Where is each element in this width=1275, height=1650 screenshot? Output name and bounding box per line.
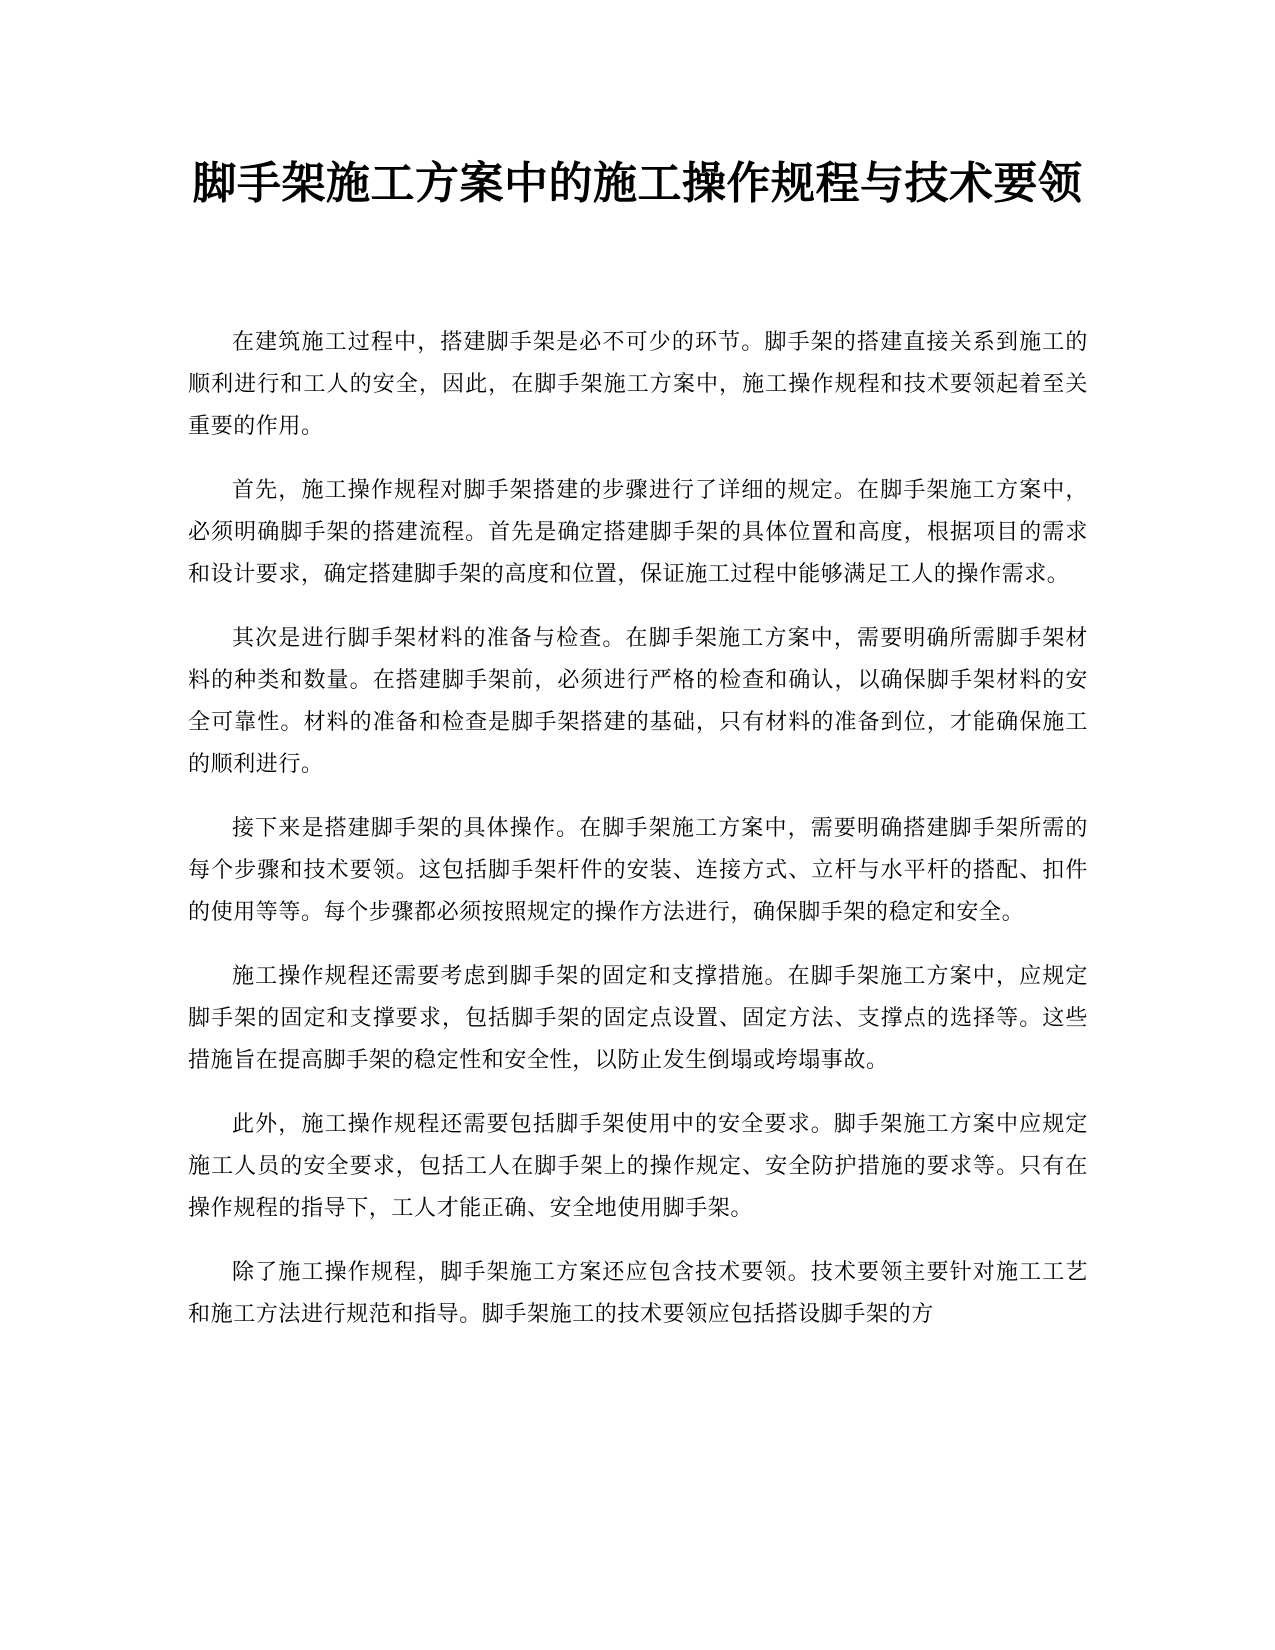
paragraph-6: 此外，施工操作规程还需要包括脚手架使用中的安全要求。脚手架施工方案中应规定施工人员的安全要求，包括工人在脚手架上的操作规定、安全防护措施的要求等。只有在操作规程的指导下，工人才能正确、安全地使用脚手架。 [188,1112,1088,1221]
paragraph-2: 首先，施工操作规程对脚手架搭建的步骤进行了详细的规定。在脚手架施工方案中，必须明确脚手架的搭建流程。首先是确定搭建脚手架的具体位置和高度，根据项目的需求和设计要求，确定搭建脚手架的高度和位置，保证施工过程中能够满足工人的操作需求。 [188,478,1088,587]
document-body [188,322,1088,1358]
paragraph-7: 除了施工操作规程，脚手架施工方案还应包含技术要领。技术要领主要针对施工工艺和施工方法进行规范和指导。脚手架施工的技术要领应包括搭设脚手架的方 [188,1260,1088,1327]
paragraph-3: 其次是进行脚手架材料的准备与检查。在脚手架施工方案中，需要明确所需脚手架材料的种类和数量。在搭建脚手架前，必须进行严格的检查和确认，以确保脚手架材料的安全可靠性。材料的准备和检查是脚手架搭建的基础，只有材料的准备到位，才能确保施工的顺利进行。 [188,626,1088,777]
paragraph-5: 施工操作规程还需要考虑到脚手架的固定和支撑措施。在脚手架施工方案中，应规定脚手架的固定和支撑要求，包括脚手架的固定点设置、固定方法、支撑点的选择等。这些措施旨在提高脚手架的稳定性和安全性，以防止发生倒塌或垮塌事故。 [188,964,1088,1073]
paragraph-1: 在建筑施工过程中，搭建脚手架是必不可少的环节。脚手架的搭建直接关系到施工的顺利进行和工人的安全，因此，在脚手架施工方案中，施工操作规程和技术要领起着至关重要的作用。 [188,330,1088,439]
document-title: 脚手架施工方案中的施工操作规程与技术要领 [192,158,1083,209]
paragraph-4: 接下来是搭建脚手架的具体操作。在脚手架施工方案中，需要明确搭建脚手架所需的每个步骤和技术要领。这包括脚手架杆件的安装、连接方式、立杆与水平杆的搭配、扣件的使用等等。每个步骤都必须按照规定的操作方法进行，确保脚手架的稳定和安全。 [188,816,1088,925]
